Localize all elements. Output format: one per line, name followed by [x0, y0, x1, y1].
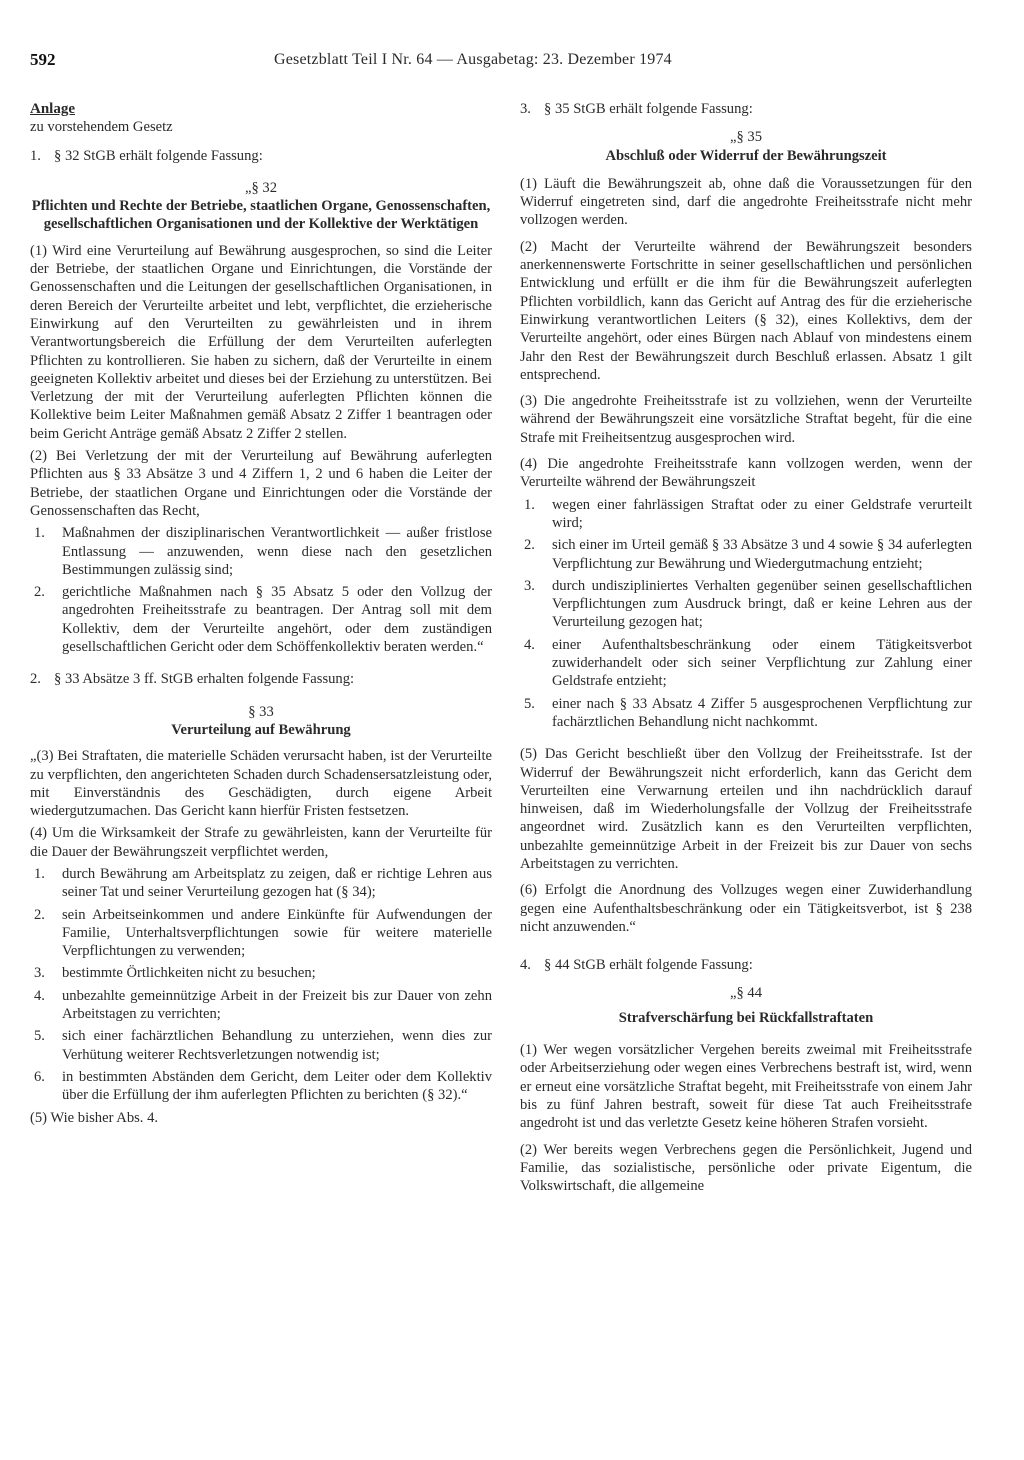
section-35-number: „§ 35 — [729, 129, 763, 146]
list-number: 2. — [524, 537, 535, 554]
anlage-subtitle: zu vorstehendem Gesetz — [30, 119, 173, 136]
gazette-title: Gesetzblatt Teil I Nr. 64 — Ausgabetag: 23. Dezember 1974 — [274, 51, 672, 68]
section-32-heading: Pflichten und Rechte der Betriebe, staatlichen Organe, Genossenschaften, gesellschaftlichen Organisationen und der Kollektive der Werktätigen — [31, 198, 491, 233]
page-number: 592 — [30, 50, 56, 69]
section-33-para-5: (5) Wie bisher Abs. 4. — [30, 1109, 159, 1126]
list-number: 4. — [34, 987, 45, 1004]
section-35-para-6: (6) Erfolgt die Anordnung des Vollzuges wegen einer Zuwiderhandlung gegen eine Aufenthaltsbeschränkung oder ein Tätigkeitsverbot, ist § 238 nicht anzuwenden.“ — [520, 882, 972, 935]
section-44-para-1: (1) Wer wegen vorsätzlicher Vergehen bereits zweimal mit Freiheitsstrafe oder Arbeitserziehung oder wegen eines Verbrechens bestraft ist, wird, wenn er erneut eine vorsätzliche Straftat begeht, mit Freiheitsstrafe von einem Jahr bis zu fünf Jahren bestraft, soweit für diese Tat auch Freiheitsstrafe angedroht ist und das verletzte Gesetz keine höheren Strafen vorsieht. — [520, 1042, 972, 1132]
amendment-number: 3. — [520, 101, 531, 117]
section-32-number: „§ 32 — [244, 179, 278, 196]
section-32-para-1: (1) Wird eine Verurteilung auf Bewährung ausgesprochen, so sind die Leiter der Betriebe, der staatlichen Organe und Einrichtungen, die Vorstände der Genossenschaften und die Leitungen der gesellschaftlichen Organisationen, in deren Bereich der Verurteilte arbeitet und lebt, verpflichtet, die erzieherische Einwirkung auf den Verurteilten zu gewährleisten und in ihrem Verantwortungsbereich die Erfüllung der dem Verurteilten auferlegten Pflichten zu kontrollieren. Sie haben zu sichern, daß der Verurteilte in einem geeigneten Kollektiv arbeitet und dieses bei der Erziehung zu unterstützen. Bei Verletzung der mit der Verurteilung auferlegten Pflichten können die Kollektive beim Leiter Maßnahmen gemäß Absatz 2 Ziffer 1 beantragen oder beim Gericht Anträge gemäß Absatz 2 Ziffer 2 stellen. — [30, 242, 492, 442]
page-header — [30, 50, 990, 76]
section-32-list — [30, 524, 492, 656]
amendment-item-3 — [520, 100, 972, 118]
list-number: 2. — [34, 906, 45, 923]
section-33-para-4: (4) Um die Wirksamkeit der Strafe zu gewährleisten, kann der Verurteilte für die Dauer der Bewährungszeit verpflichtet werden, — [30, 825, 492, 860]
list-item — [34, 865, 492, 902]
list-text: gerichtliche Maßnahmen nach § 35 Absatz 5 oder den Vollzug der angedrohten Freiheitsstrafe zu beantragen. Der Antrag soll mit dem Kollektiv, dem der Verurteilte angehört, oder dem zuständigen gesellschaftlichen Gericht oder dem Schöffenkollektiv beraten werden.“ — [62, 584, 492, 656]
list-text: sich einer fachärztlichen Behandlung zu unterziehen, wenn dies zur Verhütung weiterer Rechtsverletzungen notwendig ist; — [62, 1028, 492, 1063]
section-35-para-5: (5) Das Gericht beschließt über den Vollzug der Freiheitsstrafe. Ist der Widerruf der Bewährungszeit nicht erforderlich, kann das Gericht dem Verurteilten eine Verwarnung erteilen und ihn nachdrücklich darauf hinweisen, daß im Wiederholungsfalle der Vollzug der Freiheitsstrafe angeordnet wird. Zusätzlich kann es den Verurteilten verpflichten, unbezahlte gemeinnützige Arbeit in der Freizeit bis zur Dauer von sechs Arbeitstagen zu verrichten. — [520, 746, 972, 872]
section-44-para-2: (2) Wer bereits wegen Verbrechens gegen die Persönlichkeit, Jugend und Familie, das sozialistische, persönliche oder private Eigentum, die Volkswirtschaft, die allgemeine — [520, 1141, 972, 1195]
list-item — [34, 524, 492, 579]
amendment-item-4 — [520, 956, 972, 974]
list-number: 1. — [34, 525, 45, 542]
list-text: sein Arbeitseinkommen und andere Einkünfte für Aufwendungen der Familie, Unterhaltsverpflichtungen sowie für weitere materielle Verpflichtungen zu verwenden; — [62, 906, 492, 960]
section-35-para-3: (3) Die angedrohte Freiheitsstrafe ist zu vollziehen, wenn der Verurteilte während der Bewährungszeit eine vorsätzliche Straftat begeht, für die eine Strafe mit Freiheitsentzug ausgesprochen wird. — [520, 393, 972, 446]
list-item — [34, 906, 492, 961]
list-item — [524, 695, 972, 732]
amendment-item-2 — [30, 670, 492, 688]
section-35-para-1: (1) Läuft die Bewährungszeit ab, ohne daß die Voraussetzungen für den Widerruf eingetreten sind, darf die angedrohte Freiheitsstrafe nicht mehr vollzogen werden. — [520, 175, 972, 229]
list-item — [524, 496, 972, 533]
list-number: 5. — [524, 695, 535, 712]
list-number: 2. — [34, 584, 45, 601]
section-35-list — [520, 496, 972, 732]
section-35-para-4: (4) Die angedrohte Freiheitsstrafe kann vollzogen werden, wenn der Verurteilte während der Bewährungszeit — [520, 456, 972, 491]
list-item — [34, 1027, 492, 1064]
section-35-para-2: (2) Macht der Verurteilte während der Bewährungszeit besonders anerkennenswerte Fortschritte in seiner gesellschaftlichen und persönlichen Entwicklung und erfüllt er die ihm für die Bewährungszeit auferlegten Pflichten vorbildlich, kann das Gericht auf Antrag des für die erzieherische Einwirkung verantwortlichen Leiters (§ 32), eines Kollektivs, dem der Verurteilte angehört, oder eines Bürgen nach Ablauf von mindestens einem Jahr den Rest der Bewährungszeit durch Beschluß erlassen. Absatz 1 gilt entsprechend. — [520, 238, 972, 383]
list-item — [34, 964, 492, 982]
list-text: durch Bewährung am Arbeitsplatz zu zeigen, daß er richtige Lehren aus seiner Tat und seiner Verurteilung gezogen hat (§ 34); — [62, 865, 492, 901]
list-text: bestimmte Örtlichkeiten nicht zu besuchen; — [62, 965, 316, 982]
list-text: durch undiszipliniertes Verhalten gegenüber seinen gesellschaftlichen Verpflichtungen zum Ausdruck bringt, daß er keine Lehren aus der Verurteilung gezogen hat; — [552, 577, 972, 631]
section-44-number: „§ 44 — [729, 985, 763, 1002]
list-item — [524, 636, 972, 691]
list-item — [524, 577, 972, 632]
section-33-heading: Verurteilung auf Bewährung — [171, 721, 351, 738]
list-text: wegen einer fahrlässigen Straftat oder zu einer Geldstrafe verurteilt wird; — [552, 496, 972, 531]
list-text: einer Aufenthaltsbeschränkung oder einem Tätigkeitsverbot zuwiderhandelt oder sich seiner Verpflichtung zur Zahlung einer Geldstrafe entzieht; — [552, 636, 972, 690]
list-number: 6. — [34, 1068, 45, 1085]
list-item — [34, 583, 492, 656]
amendment-intro: § 33 Absätze 3 ff. StGB erhalten folgende Fassung: — [54, 671, 355, 688]
amendment-intro: § 35 StGB erhält folgende Fassung: — [544, 101, 753, 117]
list-text: sich einer im Urteil gemäß § 33 Absätze 3 und 4 sowie § 34 auferlegten Verpflichtung zur Bewährung und Wiedergutmachung entzieht; — [552, 537, 972, 572]
section-33-para-3: „(3) Bei Straftaten, die materielle Schäden verursacht haben, ist der Verurteilte zu verpflichten, den angerichteten Schaden durch Schadensersatzleistung oder, mit Einverständnis des Geschädigten, durch eigene Arbeit wiedergutzumachen. Das Gericht kann hierfür Fristen festsetzen. — [30, 748, 492, 820]
list-item — [524, 536, 972, 573]
list-item — [34, 987, 492, 1024]
amendment-number: 2. — [30, 671, 41, 688]
list-number: 3. — [34, 965, 45, 982]
right-column — [520, 100, 972, 1195]
list-number: 3. — [524, 577, 535, 594]
section-33-list — [30, 865, 492, 1105]
list-item — [34, 1068, 492, 1105]
list-text: unbezahlte gemeinnützige Arbeit in der Freizeit bis zur Dauer von zehn Arbeitstagen zu verrichten; — [62, 987, 492, 1023]
list-text: einer nach § 33 Absatz 4 Ziffer 5 ausgesprochenen Verpflichtung zur fachärztlichen Behandlung nicht nachkommt. — [552, 695, 972, 730]
amendment-number: 4. — [520, 957, 531, 974]
left-column — [30, 100, 492, 1127]
amendment-intro: § 32 StGB erhält folgende Fassung: — [54, 147, 263, 164]
amendment-item-1 — [30, 147, 492, 165]
list-number: 5. — [34, 1028, 45, 1045]
list-text: Maßnahmen der disziplinarischen Verantwortlichkeit — außer fristlose Entlassung — anzuwenden, wenn diese nach den gesetzlichen Bestimmungen zulässig sind; — [62, 525, 492, 578]
list-number: 4. — [524, 636, 535, 653]
anlage-title: Anlage — [30, 101, 75, 117]
list-text: in bestimmten Abständen dem Gericht, dem Leiter oder dem Kollektiv über die Erfüllung der ihm auferlegten Pflichten zu berichten (§ 32).“ — [62, 1068, 492, 1104]
amendment-number: 1. — [30, 147, 41, 164]
section-32-para-2: (2) Bei Verletzung der mit der Verurteilung auf Bewährung auferlegten Pflichten aus § 33 Absätze 3 und 4 Ziffern 1, 2 und 6 haben die Leiter der Betriebe, der staatlichen Organe und Einrichtungen oder die Vorstände der Genossenschaften das Recht, — [30, 448, 492, 519]
list-number: 1. — [34, 865, 45, 882]
list-number: 1. — [524, 496, 535, 513]
amendment-intro: § 44 StGB erhält folgende Fassung: — [544, 957, 753, 974]
section-35-heading: Abschluß oder Widerruf der Bewährungszeit — [605, 147, 887, 164]
section-33-number: § 33 — [248, 703, 274, 720]
section-44-heading: Strafverschärfung bei Rückfallstraftaten — [618, 1009, 874, 1026]
